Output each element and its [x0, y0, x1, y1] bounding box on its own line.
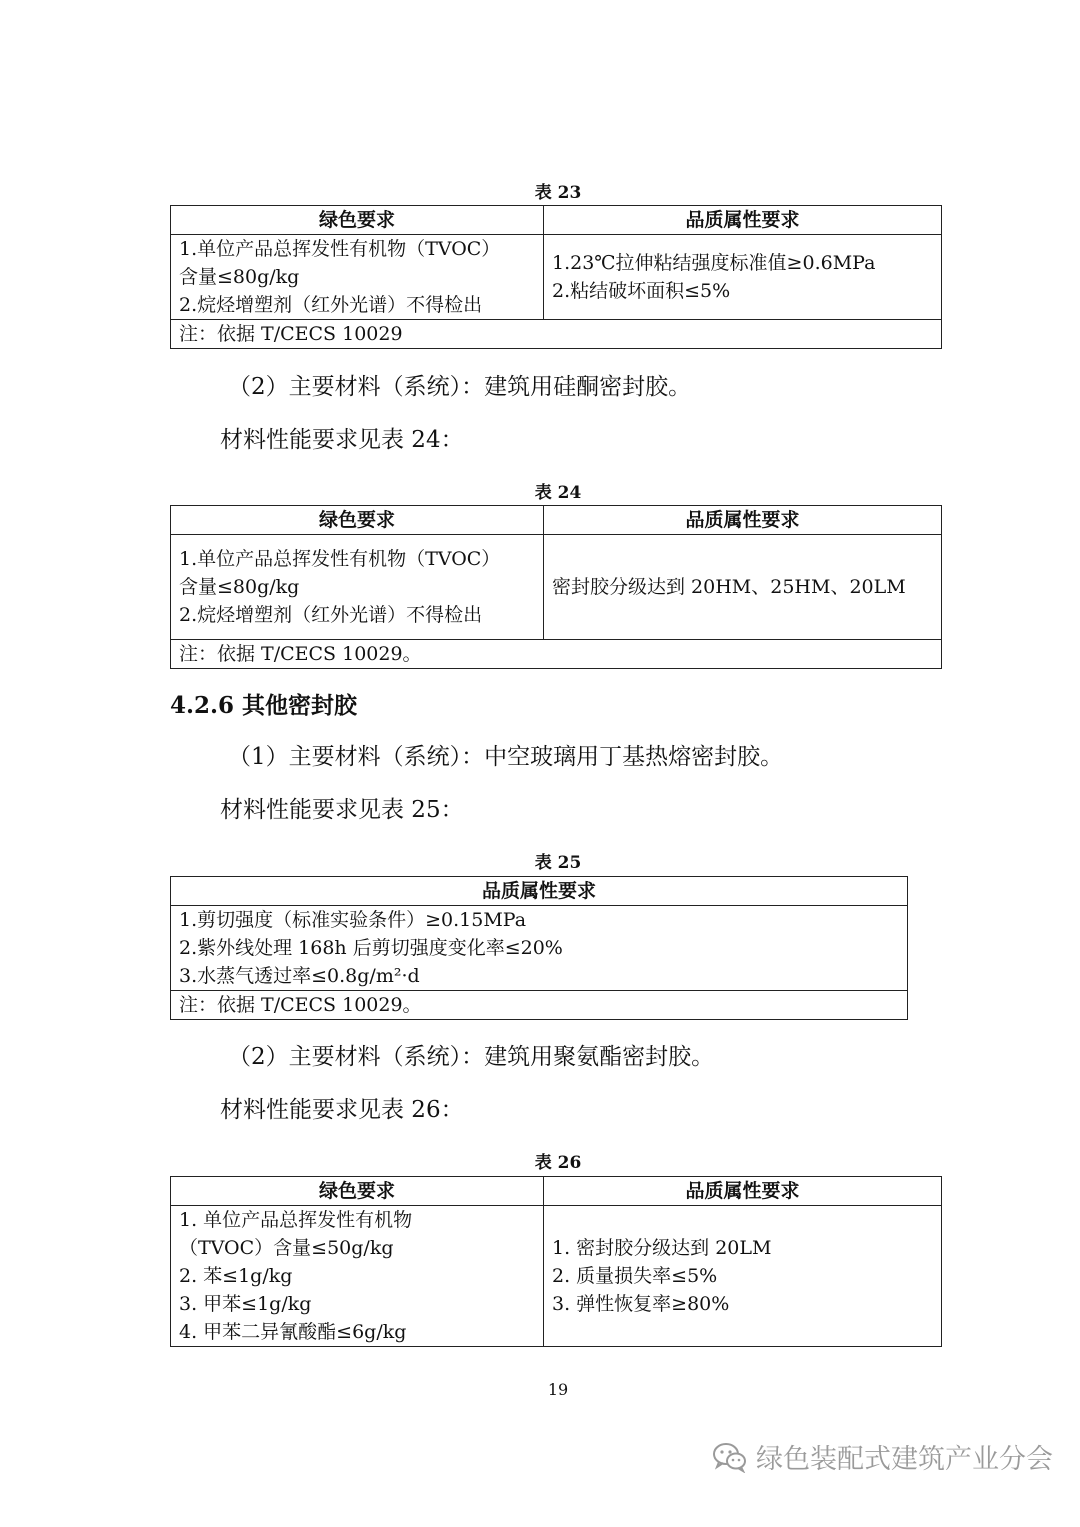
table26-green-line: （TVOC）含量≤50g/kg	[179, 1237, 394, 1259]
table26-green-line: 1. 单位产品总挥发性有机物	[179, 1209, 413, 1231]
table25-quality-cell	[171, 906, 908, 991]
table24-green-line: 含量≤80g/kg	[179, 576, 300, 598]
table25-header-quality: 品质属性要求	[171, 877, 908, 906]
table23	[170, 205, 942, 349]
table26-header-quality: 品质属性要求	[544, 1177, 942, 1206]
table24-green-line: 2.烷烃增塑剂（红外光谱）不得检出	[179, 604, 483, 626]
table25-quality-line: 3.水蒸气透过率≤0.8g/m²·d	[179, 965, 420, 987]
table26-header-green: 绿色要求	[171, 1177, 544, 1206]
table26-quality-line: 3. 弹性恢复率≥80%	[552, 1293, 730, 1315]
paragraph: （2）主要材料（系统）：建筑用聚氨酯密封胶。	[228, 1044, 715, 1070]
table25-note: 注：依据 T/CECS 10029。	[171, 991, 908, 1020]
watermark	[712, 1437, 1053, 1476]
table25	[170, 876, 908, 1020]
paragraph: 材料性能要求见表 26：	[220, 1097, 464, 1123]
wechat-icon	[712, 1441, 748, 1473]
paragraph: （1）主要材料（系统）：中空玻璃用丁基热熔密封胶。	[228, 744, 784, 770]
table24-header-quality: 品质属性要求	[544, 506, 942, 535]
paragraph: 材料性能要求见表 25：	[220, 797, 464, 823]
table26-quality-line: 2. 质量损失率≤5%	[552, 1265, 718, 1287]
table23-quality-cell	[544, 235, 942, 320]
table26-green-line: 2. 苯≤1g/kg	[179, 1265, 293, 1287]
table23-caption: 表 23	[534, 183, 582, 203]
table24-note: 注：依据 T/CECS 10029。	[171, 640, 942, 669]
table26-green-line: 3. 甲苯≤1g/kg	[179, 1293, 312, 1315]
table23-quality-line: 2.粘结破坏面积≤5%	[552, 280, 731, 302]
table23-quality-line: 1.23℃拉伸粘结强度标准值≥0.6MPa	[552, 252, 876, 274]
table24-quality-cell	[544, 535, 942, 640]
table24-caption: 表 24	[534, 483, 582, 503]
table24-green-line: 1.单位产品总挥发性有机物（TVOC）	[179, 548, 501, 570]
section-heading: 4.2.6 其他密封胶	[170, 692, 358, 719]
table23-green-cell	[171, 235, 544, 320]
table26	[170, 1176, 942, 1347]
table25-quality-line: 1.剪切强度（标准实验条件）≥0.15MPa	[179, 909, 527, 931]
table24	[170, 505, 942, 669]
page-number: 19	[547, 1380, 569, 1399]
table23-green-line: 2.烷烃增塑剂（红外光谱）不得检出	[179, 294, 483, 316]
table23-header-green: 绿色要求	[171, 206, 544, 235]
paragraph: （2）主要材料（系统）：建筑用硅酮密封胶。	[228, 374, 692, 400]
table26-caption: 表 26	[534, 1153, 582, 1173]
table24-header-green: 绿色要求	[171, 506, 544, 535]
table25-quality-line: 2.紫外线处理 168h 后剪切强度变化率≤20%	[179, 937, 563, 959]
paragraph: 材料性能要求见表 24：	[220, 427, 464, 453]
table26-quality-cell	[544, 1206, 942, 1347]
table23-note: 注：依据 T/CECS 10029	[171, 320, 942, 349]
table24-green-cell	[171, 535, 544, 640]
table26-green-line: 4. 甲苯二异氰酸酯≤6g/kg	[179, 1321, 407, 1343]
table23-header-quality: 品质属性要求	[544, 206, 942, 235]
table24-quality-line: 密封胶分级达到 20HM、25HM、20LM	[552, 576, 906, 598]
table26-quality-line: 1. 密封胶分级达到 20LM	[552, 1237, 772, 1259]
watermark-text: 绿色装配式建筑产业分会	[756, 1444, 1053, 1475]
table26-green-cell	[171, 1206, 544, 1347]
table23-green-line: 1.单位产品总挥发性有机物（TVOC）	[179, 238, 501, 260]
table23-green-line: 含量≤80g/kg	[179, 266, 300, 288]
table25-caption: 表 25	[534, 853, 582, 873]
